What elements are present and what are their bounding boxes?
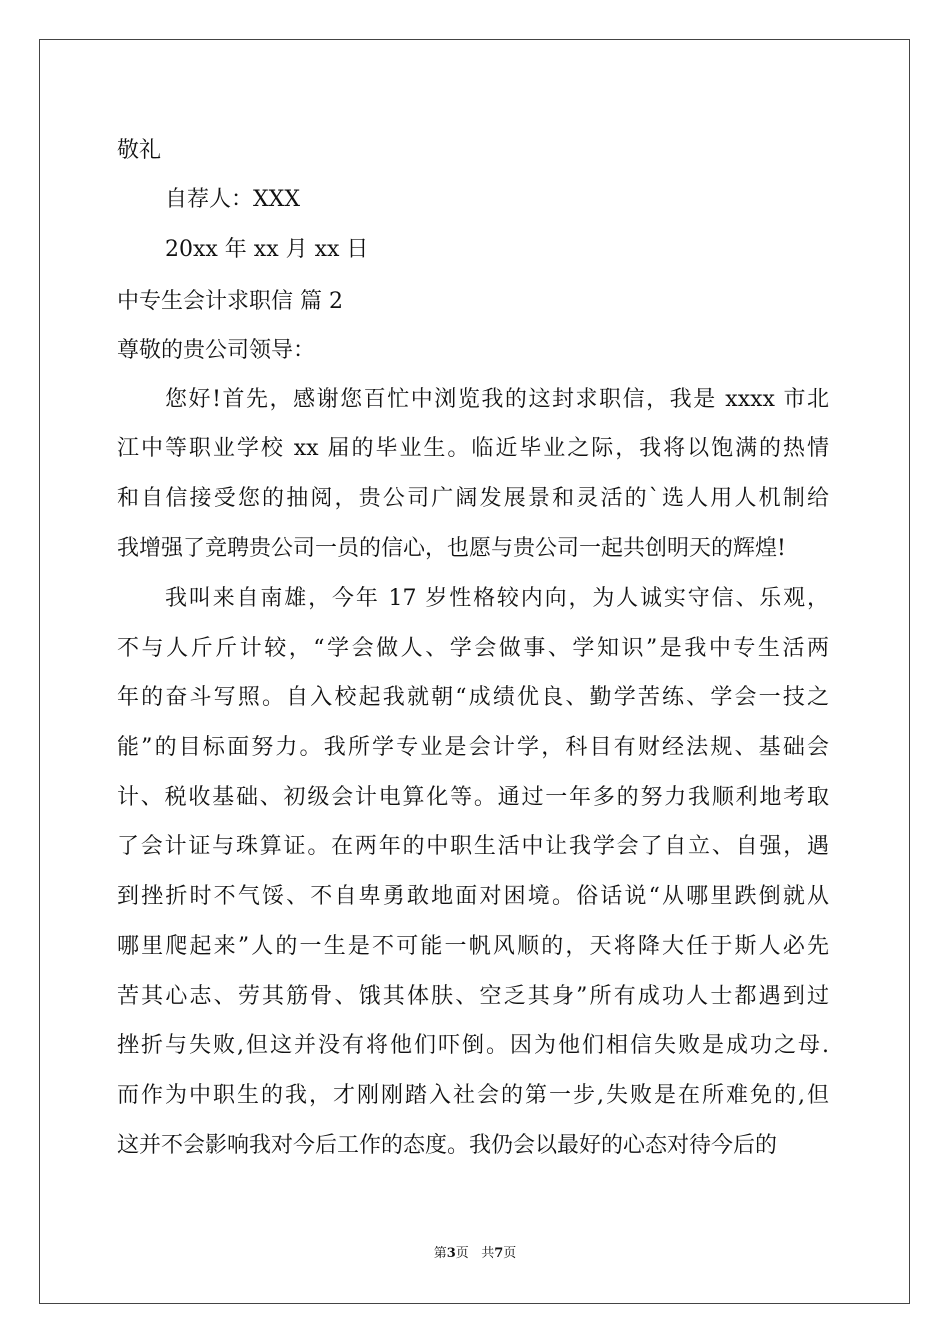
paragraph-2-line: 这并不会影响我对今后工作的态度。我仍会以最好的心态对待今后的 — [117, 1133, 778, 1158]
paragraph-2-line: 到挫折时不气馁、不自卑勇敢地面对困境。俗话说“从哪里跌倒就从 — [117, 884, 829, 909]
paragraph-2-line: 哪里爬起来”人的一生是不可能一帆风顺的，天将降大任于斯人必先 — [117, 934, 829, 959]
paragraph-2-line: 不与人斤斤计较，“学会做人、学会做事、学知识”是我中专生活两 — [117, 636, 829, 661]
paragraph-2-line: 能”的目标面努力。我所学专业是会计学，科目有财经法规、基础会 — [117, 735, 829, 760]
paragraph-2-line: 了会计证与珠算证。在两年的中职生活中让我学会了自立、自强，遇 — [117, 834, 829, 859]
date-text: 20xx 年 xx 月 xx 日 — [165, 237, 369, 262]
salutation-text: 尊敬的贵公司领导： — [117, 338, 316, 363]
paragraph-2-line: 苦其心志、劳其筋骨、饿其体肤、空乏其身”所有成功人士都遇到过 — [117, 984, 829, 1009]
closing-text: 敬礼 — [117, 138, 162, 163]
paragraph-2-line: 而作为中职生的我，才刚刚踏入社会的第一步,失败是在所难免的,但 — [117, 1083, 829, 1108]
paragraph-1-line: 您好!首先，感谢您百忙中浏览我的这封求职信，我是 xxxx 市北 — [165, 387, 829, 412]
paragraph-2-line: 我叫来自南雄，今年 17 岁性格较内向，为人诚实守信、乐观， — [165, 586, 829, 611]
footer-page-mid: 页 共 — [455, 1246, 495, 1261]
page-border — [39, 39, 910, 1304]
signature-text: 自荐人：XXX — [165, 187, 300, 212]
paragraph-2-line: 计、税收基础、初级会计电算化等。通过一年多的努力我顺利地考取 — [117, 785, 829, 810]
paragraph-1-line: 江中等职业学校 xx 届的毕业生。临近毕业之际，我将以饱满的热情 — [117, 436, 829, 461]
paragraph-2-line: 挫折与失败,但这并没有将他们吓倒。因为他们相信失败是成功之母. — [117, 1033, 829, 1058]
footer-page-suffix: 页 — [503, 1246, 517, 1261]
paragraph-2-line: 年的奋斗写照。自入校起我就朝“成绩优良、勤学苦练、学会一技之 — [117, 685, 829, 710]
footer-page-total: 7 — [494, 1246, 504, 1261]
paragraph-1-line: 我增强了竞聘贵公司一员的信心，也愿与贵公司一起共创明天的辉煌! — [117, 536, 786, 561]
section-title: 中专生会计求职信 篇 2 — [117, 289, 343, 314]
paragraph-1-line: 和自信接受您的抽阅，贵公司广阔发展景和灵活的`选人用人机制给 — [117, 486, 829, 511]
footer-page-current: 3 — [446, 1246, 456, 1261]
page-footer — [0, 1246, 950, 1262]
footer-page-prefix: 第 — [433, 1246, 447, 1261]
